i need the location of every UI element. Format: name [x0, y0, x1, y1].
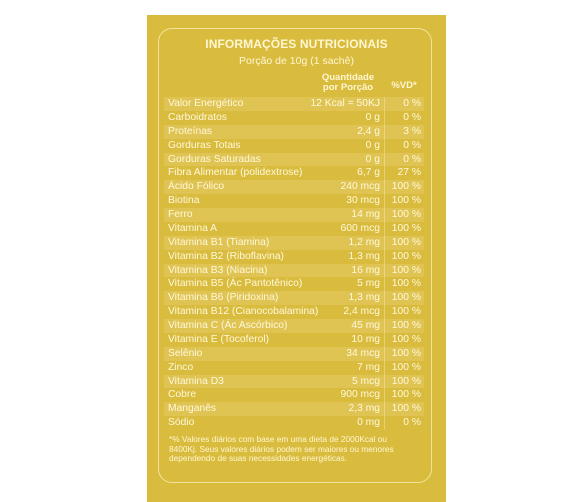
nutrient-daily-value: 100 %: [391, 375, 421, 387]
table-row: [164, 402, 424, 416]
table-row: [164, 250, 424, 264]
nutrient-quantity: 1,3 mg: [348, 292, 380, 304]
nutrient-daily-value: 3 %: [403, 125, 421, 137]
nutrient-daily-value: 100 %: [391, 209, 421, 220]
nutrient-name: Carboidratos: [168, 111, 227, 123]
table-row: [164, 236, 424, 250]
nutrient-daily-value: 100 %: [391, 181, 421, 193]
nutrient-name: Vitamina D3: [168, 375, 224, 387]
table-row: [164, 111, 424, 125]
nutrient-name: Vitamina B3 (Niacina): [168, 264, 268, 276]
nutrient-name: Selênio: [168, 347, 203, 359]
table-row: [164, 166, 424, 180]
nutrient-quantity: 2,3 mg: [348, 403, 380, 415]
nutrient-name: Vitamina B12 (Cianocobalamina): [168, 306, 319, 318]
nutrient-quantity: 2,4 g: [357, 125, 380, 137]
nutrient-daily-value: 100 %: [391, 320, 421, 331]
nutrient-quantity: 900 mcg: [340, 389, 380, 401]
table-row: [164, 277, 424, 291]
serving-size: Porção de 10g (1 sachê): [239, 55, 354, 67]
nutrient-quantity: 0 g: [365, 139, 380, 151]
table-row: [164, 375, 424, 389]
nutrient-daily-value: 100 %: [391, 222, 421, 234]
nutrient-quantity: 45 mg: [351, 320, 380, 331]
quantity-column-header: [312, 73, 384, 93]
nutrient-daily-value: 0 %: [403, 153, 421, 165]
nutrient-daily-value: 100 %: [391, 278, 421, 290]
nutrient-quantity: 0 mg: [357, 417, 380, 429]
label-title: INFORMAÇÕES NUTRICIONAIS: [205, 37, 388, 51]
table-row: [164, 153, 424, 167]
daily-value-footnote: [169, 435, 427, 464]
nutrient-name: Vitamina C (Ác Ascórbico): [168, 320, 288, 331]
nutrient-quantity: 5 mg: [357, 278, 380, 290]
nutrient-name: Proteínas: [168, 125, 213, 137]
nutrient-quantity: 0 g: [365, 153, 380, 165]
nutrient-table: [164, 97, 424, 430]
table-row: [164, 388, 424, 402]
nutrient-name: Vitamina B5 (Ác Pantotênico): [168, 278, 303, 290]
nutrient-quantity: 16 mg: [351, 264, 380, 276]
nutrient-quantity: 2,4 mcg: [343, 306, 380, 318]
table-row: [164, 125, 424, 139]
nutrient-daily-value: 100 %: [391, 389, 421, 401]
nutrient-daily-value: 100 %: [391, 195, 421, 207]
nutrient-daily-value: 100 %: [391, 292, 421, 304]
nutrient-daily-value: 100 %: [391, 347, 421, 359]
nutrient-name: Ferro: [168, 209, 193, 220]
table-row: [164, 291, 424, 305]
nutrient-quantity: 5 mcg: [351, 375, 380, 387]
table-row: [164, 305, 424, 319]
footnote-line: 8400Kj. Seus valores diários podem ser maiores ou menores: [169, 443, 394, 454]
table-row: [164, 333, 424, 347]
nutrient-daily-value: 100 %: [391, 361, 421, 373]
nutrient-name: Manganês: [168, 403, 217, 415]
table-row: [164, 222, 424, 236]
nutrient-name: Vitamina B2 (Riboflavina): [168, 250, 284, 262]
nutrient-daily-value: 27 %: [397, 167, 421, 179]
nutrient-daily-value: 100 %: [391, 250, 421, 262]
table-row: [164, 194, 424, 208]
nutrient-quantity: 0 g: [365, 111, 380, 123]
nutrient-name: Valor Energético: [168, 98, 244, 109]
nutrient-quantity: 7 mg: [357, 361, 380, 373]
nutrient-quantity: 1,3 mg: [348, 250, 380, 262]
nutrient-quantity: 12 Kcal = 50KJ: [310, 98, 380, 109]
table-row: [164, 361, 424, 375]
nutrient-name: Fibra Alimentar (polidextrose): [168, 167, 303, 179]
table-row: [164, 347, 424, 361]
nutrient-quantity: 600 mcg: [340, 222, 380, 234]
table-row: [164, 416, 424, 430]
table-row: [164, 180, 424, 194]
nutrient-name: Vitamina B6 (Piridoxina): [168, 292, 279, 304]
table-row: [164, 139, 424, 153]
quantity-header-line1: Quantidade: [321, 72, 375, 83]
nutrient-name: Cobre: [168, 389, 197, 401]
nutrient-quantity: 240 mcg: [340, 181, 380, 193]
nutrient-name: Ácido Fólico: [168, 181, 225, 193]
nutrient-daily-value: 100 %: [391, 333, 421, 345]
nutrient-daily-value: 100 %: [391, 403, 421, 415]
nutrient-daily-value: 0 %: [403, 139, 421, 151]
nutrient-daily-value: 100 %: [391, 264, 421, 276]
table-row: [164, 264, 424, 278]
nutrient-quantity: 10 mg: [351, 333, 380, 345]
nutrient-quantity: 6,7 g: [357, 167, 380, 179]
nutrient-daily-value: 0 %: [403, 98, 421, 109]
nutrient-quantity: 1,2 mg: [348, 236, 380, 248]
nutrient-daily-value: 0 %: [403, 111, 421, 123]
nutrient-name: Gorduras Totais: [168, 139, 241, 151]
nutrient-name: Gorduras Saturadas: [168, 153, 261, 165]
nutrient-name: Vitamina B1 (Tiamina): [168, 236, 270, 248]
nutrient-quantity: 14 mg: [351, 209, 380, 220]
nutrient-name: Vitamina A: [168, 222, 218, 234]
footnote-line: *% Valores diários com base em uma dieta de 2000Kcal ou: [169, 434, 387, 444]
nutrient-name: Biotina: [168, 195, 200, 207]
nutrient-daily-value: 100 %: [391, 236, 421, 248]
nutrient-daily-value: 0 %: [403, 417, 421, 429]
nutrient-name: Zinco: [168, 361, 194, 373]
nutrient-name: Vitamina E (Tocoferol): [168, 333, 270, 345]
table-row: [164, 97, 424, 111]
nutrient-name: Sódio: [168, 417, 195, 429]
quantity-header-line2: por Porção: [322, 82, 374, 93]
nutrient-daily-value: 100 %: [391, 306, 421, 318]
footnote-line: dependendo de suas necessidades energéticas.: [169, 453, 348, 464]
table-row: [164, 319, 424, 333]
daily-value-column-header: %VD*: [391, 80, 417, 91]
nutrient-quantity: 30 mcg: [346, 195, 380, 207]
table-row: [164, 208, 424, 222]
nutrient-quantity: 34 mcg: [346, 347, 380, 359]
